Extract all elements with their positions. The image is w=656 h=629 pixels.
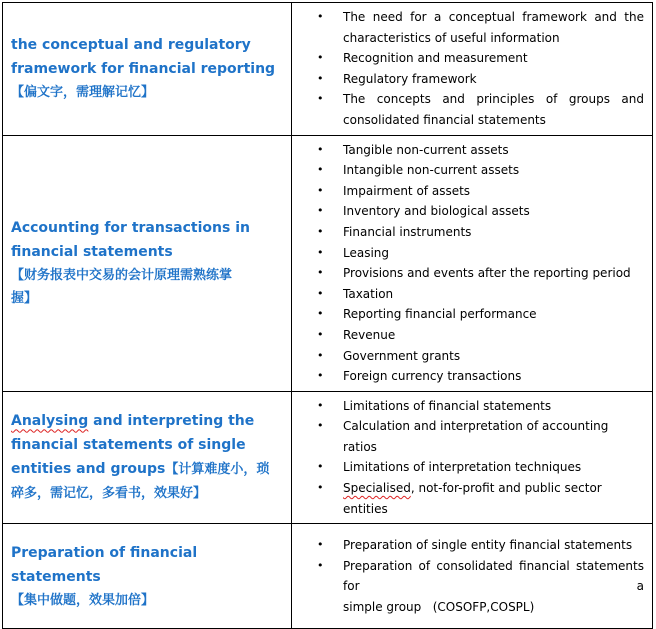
spellcheck-word: Specialised — [343, 481, 411, 496]
topic-title: Preparation of financial statements — [11, 544, 198, 585]
topic-note: 【财务报表中交易的会计原理需熟练掌 握】 — [11, 268, 233, 307]
items-cell — [292, 135, 653, 391]
item-text-part: simple group (COSOFP,COSPL) — [343, 599, 535, 614]
title-rest: and interpreting the — [88, 413, 255, 430]
list-item — [292, 478, 644, 519]
item-text-part: The concepts and principles of groups and — [343, 92, 644, 107]
item-text-part: The need for a conceptual framework and the — [343, 10, 644, 24]
list-item: • Reporting financial performance — [292, 304, 644, 325]
bullet-icon: • — [317, 266, 324, 280]
item-list — [292, 396, 644, 520]
list-item: • Leasing — [292, 243, 644, 264]
spellcheck-word: Analysing — [11, 413, 89, 430]
topic-cell — [3, 391, 292, 524]
item-list — [292, 535, 644, 617]
list-item: • Calculation and interpretation of accounting ratios — [292, 416, 644, 457]
bullet-icon: • — [317, 538, 324, 552]
table-row — [3, 3, 653, 136]
bullet-icon: • — [317, 419, 324, 433]
list-item: • Limitations of interpretation techniques — [292, 457, 644, 478]
topic-cell — [3, 3, 292, 136]
list-item: • Preparation of single entity financial statements — [292, 535, 644, 556]
bullet-icon: • — [317, 51, 324, 65]
bullet-icon: • — [317, 460, 324, 474]
bullet-icon: • — [317, 307, 324, 321]
syllabus-table — [2, 2, 653, 629]
bullet-icon: • — [317, 327, 324, 341]
list-item: • Revenue — [292, 325, 644, 346]
topic-title: Analysing and interpreting the financial statements of single entities and groups【计算难度小，琐 碎多，需记忆，多看书，效果好】 — [11, 413, 270, 502]
item-text-part: consolidated financial statements — [343, 112, 546, 127]
list-item: • Government grants — [292, 346, 644, 367]
bullet-icon: • — [317, 142, 324, 156]
item-list — [292, 7, 644, 131]
list-item: • Financial instruments — [292, 222, 644, 243]
item-list — [292, 140, 644, 387]
topic-cell — [3, 135, 292, 391]
list-item: • Foreign currency transactions — [292, 366, 644, 387]
list-item: • Taxation — [292, 284, 644, 305]
list-item — [292, 556, 644, 618]
list-item: • Limitations of financial statements — [292, 396, 644, 417]
table-row — [3, 135, 653, 391]
list-item: • Recognition and measurement — [292, 48, 644, 69]
bullet-icon: • — [317, 369, 324, 383]
list-item: • Tangible non-current assets — [292, 140, 644, 161]
topic-cell — [3, 524, 292, 629]
bullet-icon: • — [317, 398, 324, 412]
items-cell — [292, 524, 653, 629]
bullet-icon: • — [317, 183, 324, 197]
table-row — [3, 391, 653, 524]
bullet-icon: • — [317, 71, 324, 85]
list-item — [292, 7, 644, 48]
list-item: • Provisions and events after the reporting period — [292, 263, 644, 284]
table-row — [3, 524, 653, 629]
topic-note: 【集中做题，效果加倍】 — [11, 592, 155, 608]
bullet-icon: • — [317, 224, 324, 238]
list-item: • Inventory and biological assets — [292, 201, 644, 222]
topic-title: the conceptual and regulatory framework for financial reporting — [11, 37, 276, 78]
bullet-icon: • — [317, 245, 324, 259]
list-item: • Intangible non-current assets — [292, 160, 644, 181]
bullet-icon: • — [317, 481, 324, 495]
bullet-icon: • — [317, 163, 324, 177]
bullet-icon: • — [317, 348, 324, 362]
bullet-icon: • — [317, 558, 324, 572]
bullet-icon: • — [317, 92, 324, 106]
items-cell — [292, 3, 653, 136]
bullet-icon: • — [317, 204, 324, 218]
topic-title: Accounting for transactions in financial statements — [11, 220, 250, 261]
topic-note: 【偏文字，需理解记忆】 — [11, 85, 155, 101]
list-item: • Impairment of assets — [292, 181, 644, 202]
item-text-part: Preparation of consolidated financial statements for a — [343, 558, 644, 594]
item-text-rest: , not-for-profit and public sector entities — [343, 481, 602, 516]
item-text-part: characteristics of useful information — [343, 30, 560, 45]
items-cell — [292, 391, 653, 524]
list-item: • Regulatory framework — [292, 69, 644, 90]
bullet-icon: • — [317, 10, 324, 23]
bullet-icon: • — [317, 286, 324, 300]
list-item — [292, 89, 644, 130]
